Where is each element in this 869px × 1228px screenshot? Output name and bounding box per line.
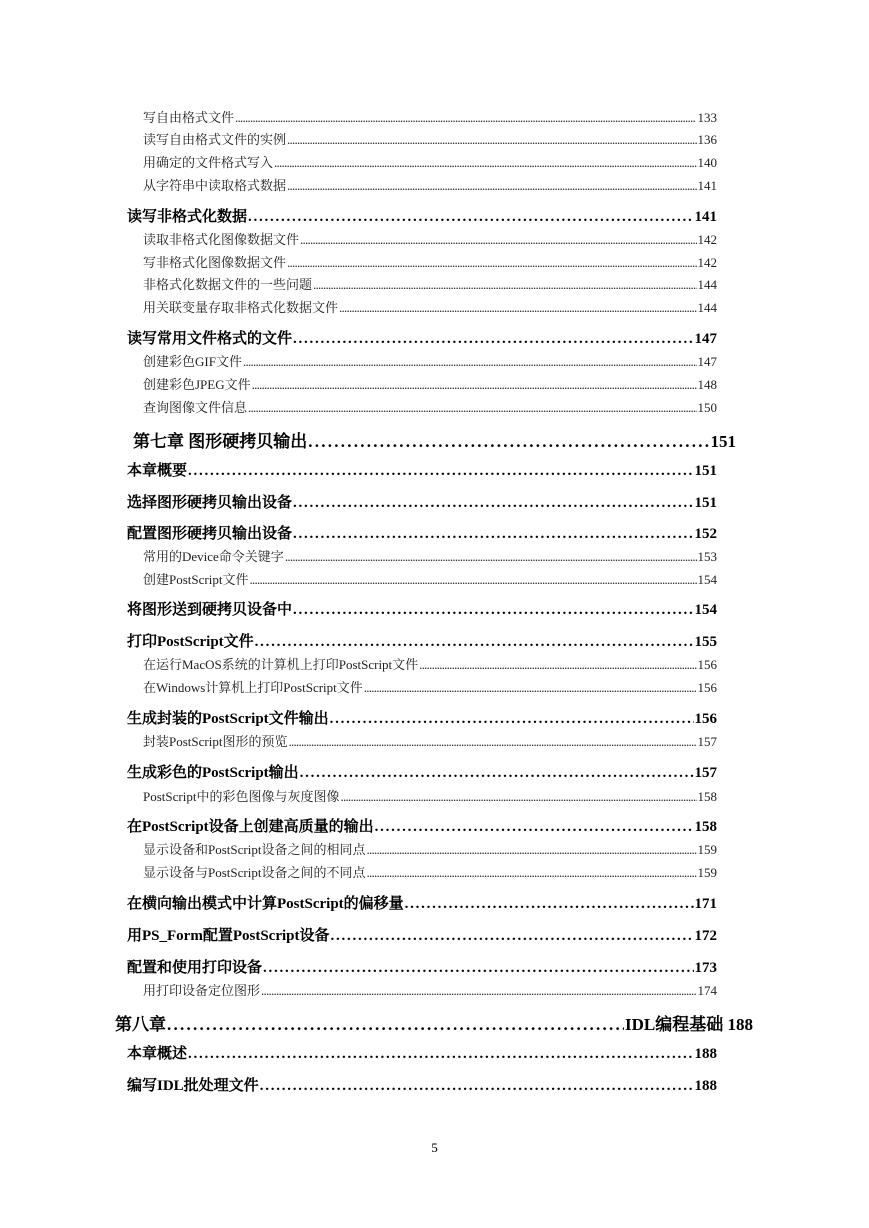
toc-entry-page: 152: [694, 526, 717, 542]
toc-entry-title: 读取非格式化图像数据文件: [143, 232, 300, 247]
dot-leader: [339, 300, 696, 316]
toc-entry-title: 读写自由格式文件的实例: [143, 132, 287, 147]
toc-entry[interactable]: [127, 707, 717, 728]
dot-leader: [340, 789, 696, 805]
toc-entry[interactable]: [143, 252, 717, 271]
toc-entry-title: 选择图形硬拷贝输出设备: [127, 495, 293, 511]
dot-leader: [274, 155, 696, 171]
toc-entry-title: 生成封装的PostScript文件输出: [127, 711, 329, 727]
toc-entry[interactable]: [127, 630, 717, 651]
dot-leader: [263, 960, 693, 977]
toc-entry-title: 显示设备与PostScript设备之间的不同点: [143, 865, 366, 880]
toc-entry[interactable]: [143, 546, 717, 565]
dot-leader: [188, 463, 693, 480]
toc-entry-page: 158: [694, 819, 717, 835]
toc-entry[interactable]: [127, 892, 717, 913]
toc-entry-page: 147: [694, 331, 717, 347]
toc-entry-title: 在运行MacOS系统的计算机上打印PostScript文件: [143, 657, 419, 672]
toc-entry-title: 打印PostScript文件: [127, 634, 254, 650]
dot-leader: [293, 602, 693, 619]
dot-leader: [167, 1015, 624, 1035]
toc-entry-page: 172: [694, 928, 717, 944]
toc-entry[interactable]: [127, 522, 717, 543]
toc-entry-title: 非格式化数据文件的一些问题: [143, 277, 313, 292]
toc-entry[interactable]: [127, 1042, 717, 1063]
page-number: 5: [431, 1140, 438, 1155]
toc-entry-title: 写非格式化图像数据文件: [143, 255, 287, 270]
toc-entry-title: 第八章: [115, 1015, 166, 1034]
toc-chapter-entry[interactable]: [133, 427, 736, 452]
dot-leader: [235, 110, 696, 126]
toc-entry[interactable]: [143, 152, 717, 171]
toc-entry-title: 读写非格式化数据: [127, 209, 248, 225]
dot-leader: [330, 928, 693, 945]
toc-entry-page: 159: [697, 865, 717, 880]
dot-leader: [375, 819, 694, 836]
toc-entry-page: 151: [694, 463, 717, 479]
dot-leader: [255, 634, 694, 651]
toc-entry-page: 153: [697, 549, 717, 564]
toc-entry[interactable]: [143, 397, 717, 416]
toc-entry-page: 150: [697, 400, 717, 415]
toc-entry-title: 配置和使用打印设备: [127, 960, 263, 976]
dot-leader: [419, 657, 696, 673]
toc-entry[interactable]: [127, 815, 717, 836]
toc-entry[interactable]: [127, 598, 717, 619]
toc-entry-title: 用关联变量存取非格式化数据文件: [143, 300, 339, 315]
toc-entry-page: 156: [697, 657, 717, 672]
toc-entry-page: 144: [697, 277, 717, 292]
toc-entry-title: 常用的Device命令关键字: [143, 549, 284, 564]
toc-entry-title: PostScript中的彩色图像与灰度图像: [143, 789, 340, 804]
toc-entry[interactable]: [127, 205, 717, 226]
toc-entry[interactable]: [143, 351, 717, 370]
toc-entry-page: 155: [694, 634, 717, 650]
toc-entry-title: 创建彩色JPEG文件: [143, 377, 251, 392]
dot-leader: [261, 983, 696, 999]
toc-entry-title: 配置图形硬拷贝输出设备: [127, 526, 293, 542]
toc-entry[interactable]: [127, 1074, 717, 1095]
dot-leader: [293, 331, 693, 348]
toc-entry[interactable]: [143, 129, 717, 148]
toc-entry-title: 生成彩色的PostScript输出: [127, 765, 299, 781]
toc-entry-page: 173: [694, 960, 717, 976]
toc-entry[interactable]: [143, 654, 717, 673]
dot-leader: [248, 400, 696, 416]
toc-entry-page: 174: [697, 983, 717, 998]
toc-entry-page: 156: [694, 711, 717, 727]
toc-entry[interactable]: [143, 107, 717, 126]
toc-entry-page: 144: [697, 300, 717, 315]
toc-entry-page: 157: [697, 734, 717, 749]
toc-entry-title: 用打印设备定位图形: [143, 983, 261, 998]
toc-chapter-entry[interactable]: [115, 1010, 753, 1035]
toc-entry-title: 在PostScript设备上创建高质量的输出: [127, 819, 374, 835]
dot-leader: [405, 896, 694, 913]
dot-leader: [188, 1046, 693, 1063]
toc-entry-page: 141: [694, 209, 717, 225]
toc-entry[interactable]: [127, 956, 717, 977]
toc-entry-title: 写自由格式文件: [143, 110, 235, 125]
toc-entry-title: 查询图像文件信息: [143, 400, 248, 415]
toc-entry-page: 141: [697, 178, 717, 193]
toc-entry-page: 151: [694, 495, 717, 511]
toc-entry-page: 188: [694, 1078, 717, 1094]
toc-entry-title: 封装PostScript图形的预览: [143, 734, 288, 749]
toc-entry[interactable]: [127, 327, 717, 348]
dot-leader: [293, 526, 693, 543]
dot-leader: [243, 354, 697, 370]
dot-leader: [285, 549, 697, 565]
dot-leader: [300, 232, 696, 248]
toc-entry-page: 154: [694, 602, 717, 618]
toc-entry[interactable]: [143, 569, 717, 588]
toc-entry[interactable]: [143, 677, 717, 696]
toc-entry-title: 本章概述: [127, 1046, 188, 1062]
toc-entry[interactable]: [143, 731, 717, 750]
toc-entry[interactable]: [127, 459, 717, 480]
toc-entry[interactable]: [143, 229, 717, 248]
toc-entry-title: 用确定的文件格式写入: [143, 155, 274, 170]
toc-entry-page: 159: [697, 842, 717, 857]
toc-entry-page: 140: [697, 155, 717, 170]
toc-entry[interactable]: [127, 761, 717, 782]
dot-leader: [287, 132, 696, 148]
toc-entry[interactable]: [127, 924, 717, 945]
toc-entry-title: 编写IDL批处理文件: [127, 1078, 259, 1094]
toc-entry[interactable]: [143, 862, 717, 881]
toc-entry-title: 将图形送到硬拷贝设备中: [127, 602, 293, 618]
toc-entry-page: 136: [697, 132, 717, 147]
toc-entry-title: 显示设备和PostScript设备之间的相同点: [143, 842, 366, 857]
dot-leader: [287, 178, 696, 194]
toc-entry-title: 创建PostScript文件: [143, 572, 249, 587]
toc-entry-title: 读写常用文件格式的文件: [127, 331, 293, 347]
toc-entry-page: 158: [697, 789, 717, 804]
toc-entry-page: 171: [694, 896, 717, 912]
toc-entry-page: IDL编程基础 188: [625, 1015, 753, 1034]
toc-entry-title: 本章概要: [127, 463, 188, 479]
dot-leader: [248, 209, 693, 226]
toc-entry[interactable]: [143, 839, 717, 858]
toc-entry[interactable]: [127, 491, 717, 512]
dot-leader: [308, 432, 709, 452]
dot-leader: [313, 277, 696, 293]
toc-entry-title: 用PS_Form配置PostScript设备: [127, 928, 330, 944]
toc-entry-title: 创建彩色GIF文件: [143, 354, 242, 369]
toc-entry-page: 151: [710, 432, 736, 451]
dot-leader: [260, 1078, 694, 1095]
toc-entry[interactable]: [143, 786, 717, 805]
toc-entry[interactable]: [143, 980, 717, 999]
toc-entry-page: 142: [697, 232, 717, 247]
toc-entry-page: 154: [697, 572, 717, 587]
dot-leader: [252, 377, 697, 393]
toc-entry-title: 从字符串中读取格式数据: [143, 178, 287, 193]
toc-entry-page: 147: [697, 354, 717, 369]
dot-leader: [287, 255, 696, 271]
toc-entry-page: 148: [697, 377, 717, 392]
toc-entry[interactable]: [143, 374, 717, 393]
toc-entry-title: 在横向输出模式中计算PostScript的偏移量: [127, 896, 404, 912]
toc-entry-title: 在Windows计算机上打印PostScript文件: [143, 680, 363, 695]
toc-entry-title: 第七章 图形硬拷贝输出: [133, 432, 308, 451]
toc-entry-page: 156: [697, 680, 717, 695]
dot-leader: [366, 865, 696, 881]
toc-entry-page: 157: [694, 765, 717, 781]
toc-entry[interactable]: [143, 297, 717, 316]
toc-entry[interactable]: [143, 274, 717, 293]
dot-leader: [364, 680, 697, 696]
toc-entry[interactable]: [143, 175, 717, 194]
toc-entry-page: 142: [697, 255, 717, 270]
toc-entry-page: 188: [694, 1046, 717, 1062]
dot-leader: [330, 711, 694, 728]
dot-leader: [300, 765, 694, 782]
dot-leader: [366, 842, 696, 858]
dot-leader: [293, 495, 693, 512]
dot-leader: [288, 734, 696, 750]
toc-entry-page: 133: [697, 110, 717, 125]
dot-leader: [249, 572, 696, 588]
